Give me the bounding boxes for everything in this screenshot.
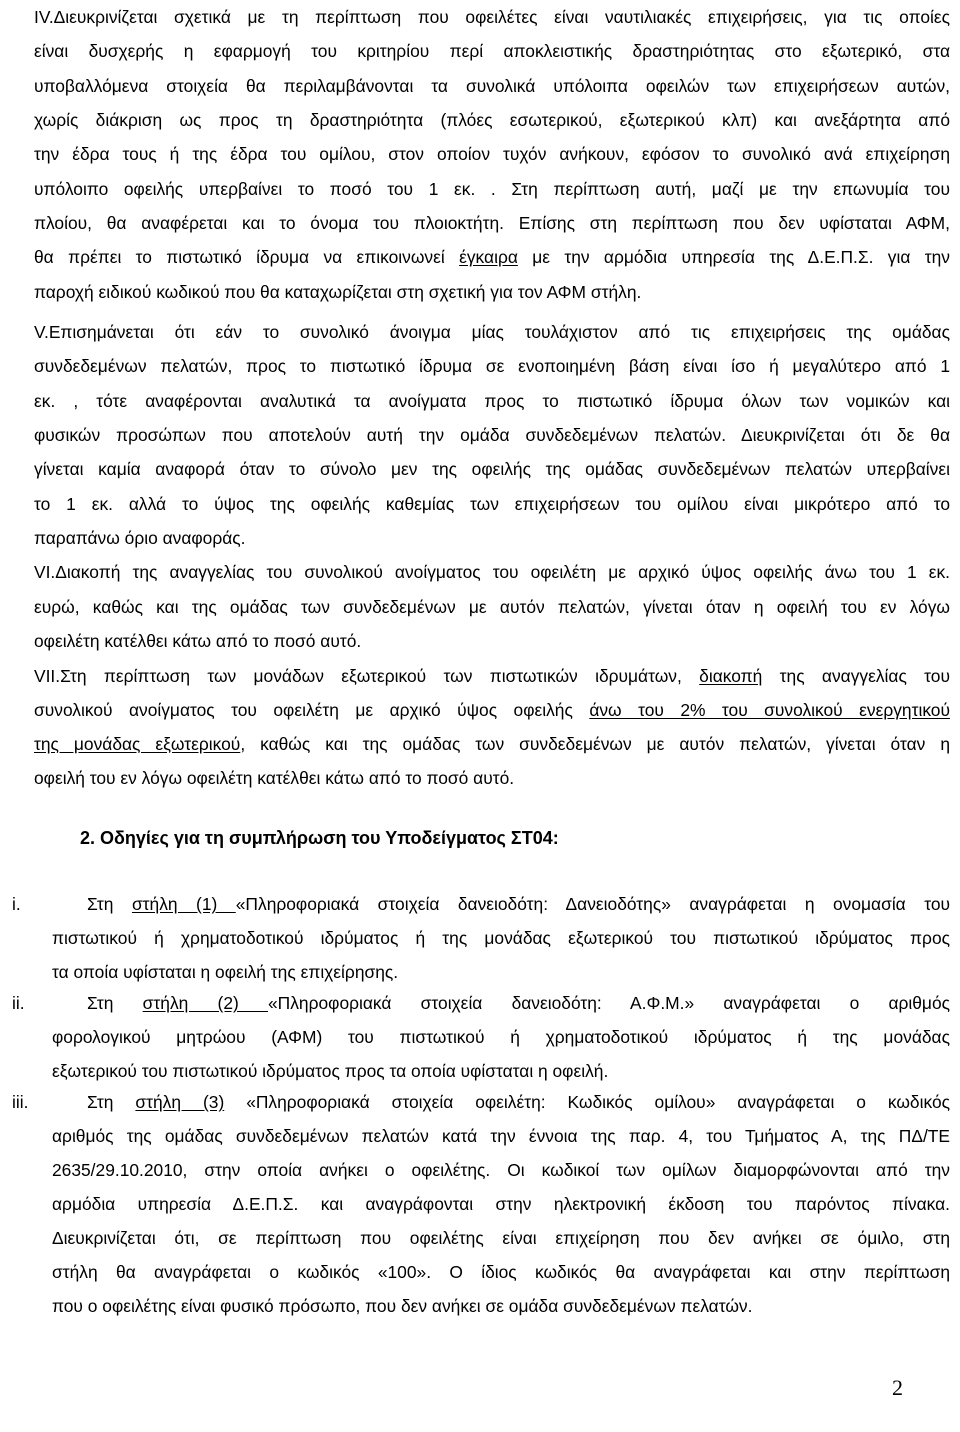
text-line: εξωτερικού του πιστωτικού ιδρύματος προς τα οποία υφίσταται η οφειλή. <box>52 1061 609 1081</box>
text-line: Διευκρινίζεται ότι, σε περίπτωση που οφειλέτης είναι επιχείρηση που δεν ανήκει σε όμιλο, στη <box>52 1228 950 1248</box>
text-line: το 1 εκ. αλλά το ύψος της οφειλής καθεμίας των επιχειρήσεων του ομίλου είναι μικρότερο από το <box>34 494 950 514</box>
text-line: VI.Διακοπή της αναγγελίας του συνολικού ανοίγματος του οφειλέτη με αρχικό ύψος οφειλής άνω του 1 εκ. <box>34 562 950 582</box>
text-line: οφειλέτη κατέλθει κάτω από το ποσό αυτό. <box>34 631 362 651</box>
text-line: στήλη θα αναγράφεται ο κωδικός «100». Ο ίδιος κωδικός θα αναγράφεται και στην περίπτωση <box>52 1262 950 1282</box>
item-marker: iii. <box>12 1092 29 1112</box>
text-line: την έδρα τους ή της έδρα του ομίλου, στον οποίον τυχόν ανήκουν, εφόσον το συνολικό ανά επιχείρηση <box>34 144 950 164</box>
item-marker: i. <box>12 894 21 914</box>
text-line: παροχή ειδικού κωδικού που θα καταχωρίζεται στη σχετική για τον ΑΦΜ στήλη. <box>34 282 642 302</box>
text-line: ευρώ, καθώς και της ομάδας των συνδεδεμένων με αυτόν πελατών, γίνεται όταν η οφειλή του εν λόγω <box>34 597 950 617</box>
underlined-text: στήλη (1) <box>131 894 236 914</box>
text-line: πλοίου, θα αναφέρεται και το όνομα του πλοιοκτήτη. Επίσης στη περίπτωση που δεν υφίσταται ΑΦΜ, <box>34 213 950 233</box>
text-line: υπόλοιπο οφειλής υπερβαίνει το ποσό του 1 εκ. . Στη περίπτωση αυτή, μαζί με την επωνυμία του <box>34 179 950 199</box>
text-line: αριθμός της ομάδας συνδεδεμένων πελατών κατά την έννοια της παρ. 4, του Τμήματος Α, της ΠΔ/ΤΕ <box>52 1126 950 1146</box>
text-span: της αναγγελίας του <box>762 666 950 686</box>
text-line: εκ. , τότε αναφέρονται αναλυτικά τα ανοίγματα προς το πιστωτικό ίδρυμα όλων των νομικών και <box>34 391 950 411</box>
text-line: υποβαλλόμενα στοιχεία θα περιλαμβάνονται τα συνολικά υπόλοιπα οφειλών των επιχειρήσεων αυτών, <box>34 76 950 96</box>
text-span: Στη <box>87 894 132 914</box>
section-heading: 2. Οδηγίες για τη συμπλήρωση του Υποδείγματος ΣΤ04: <box>80 828 559 848</box>
text-line: γίνεται καμία αναφορά όταν το σύνολο μεν της οφειλής της ομάδας συνδεδεμένων πελατών υπερβαίνει <box>34 459 950 479</box>
text-line: οφειλή του εν λόγω οφειλέτη κατέλθει κάτω από το ποσό αυτό. <box>34 768 515 788</box>
text-line <box>34 659 950 693</box>
text-line: IV.Διευκρινίζεται σχετικά με τη περίπτωση που οφειλέτες είναι ναυτιλιακές επιχειρήσεις, για τις οποίες <box>34 7 950 27</box>
text-line <box>87 1085 950 1119</box>
text-span: «Πληροφοριακά στοιχεία οφειλέτη: Κωδικός ομίλου» αναγράφεται ο κωδικός <box>224 1092 951 1112</box>
text-line <box>34 693 950 727</box>
text-line: V.Επισημάνεται ότι εάν το συνολικό άνοιγμα μίας τουλάχιστον από τις επιχειρήσεις της ομάδας <box>34 322 950 342</box>
item-marker: ii. <box>12 993 25 1013</box>
text-line: φυσικών προσώπων που αποτελούν αυτή την ομάδα συνδεδεμένων πελατών. Διευκρινίζεται ότι δε θα <box>34 425 950 445</box>
text-span: VII.Στη περίπτωση των μονάδων εξωτερικού των πιστωτικών ιδρυμάτων, <box>34 666 700 686</box>
underlined-text: διακοπή <box>699 666 763 686</box>
text-line <box>87 887 950 921</box>
text-line: χωρίς διάκριση ως προς τη δραστηριότητα (πλόες εσωτερικού, εξωτερικού κλπ) και ανεξάρτητα από <box>34 110 950 130</box>
text-line <box>34 727 950 761</box>
underlined-text: της μονάδας εξωτερικού <box>34 734 241 754</box>
text-line: φορολογικού μητρώου (ΑΦΜ) του πιστωτικού ή χρηματοδοτικού ιδρύματος ή της μονάδας <box>52 1027 950 1047</box>
underlined-text: στήλη (3) <box>135 1092 225 1112</box>
text-span: Στη <box>87 1092 136 1112</box>
text-line <box>34 240 950 274</box>
text-span: , καθώς και της ομάδας των συνδεδεμένων με αυτόν πελατών, γίνεται όταν η <box>240 734 950 754</box>
text-line <box>87 986 950 1020</box>
text-line: παραπάνω όριο αναφοράς. <box>34 528 246 548</box>
text-line: 2635/29.10.2010, στην οποία ανήκει ο οφειλέτης. Οι κωδικοί των ομίλων διαμορφώνονται από την <box>52 1160 950 1180</box>
text-span: με την αρμόδια υπηρεσία της Δ.Ε.Π.Σ. για την <box>517 247 950 267</box>
page-number: 2 <box>892 1375 903 1400</box>
text-line: που ο οφειλέτης είναι φυσικό πρόσωπο, που δεν ανήκει σε ομάδα συνδεδεμένων πελατών. <box>52 1296 753 1316</box>
text-span: «Πληροφοριακά στοιχεία δανειοδότη: Δανειοδότης» αναγράφεται η ονομασία του <box>235 894 951 914</box>
text-span: «Πληροφοριακά στοιχεία δανειοδότη: Α.Φ.Μ.» αναγράφεται ο αριθμός <box>268 993 951 1013</box>
text-line: τα οποία υφίσταται η οφειλή της επιχείρησης. <box>52 962 399 982</box>
underlined-text: έγκαιρα <box>459 247 518 267</box>
text-span: συνολικού ανοίγματος του οφειλέτη με αρχικό ύψος οφειλής <box>34 700 590 720</box>
text-span: θα πρέπει το πιστωτικό ίδρυμα να επικοινωνεί <box>34 247 460 267</box>
underlined-text: στήλη (2) <box>142 993 268 1013</box>
text-line: πιστωτικού ή χρηματοδοτικού ιδρύματος ή της μονάδας εξωτερικού του πιστωτικού ιδρύματος προς <box>52 928 950 948</box>
text-line: είναι δυσχερής η εφαρμογή του κριτηρίου περί αποκλειστικής δραστηριότητας στο εξωτερικό, στα <box>34 41 950 61</box>
text-line: αρμόδια υπηρεσία Δ.Ε.Π.Σ. και αναγράφονται στην ηλεκτρονική έκδοση του παρόντος πίνακα. <box>52 1194 950 1214</box>
text-span: Στη <box>87 993 143 1013</box>
underlined-text: άνω του 2% του συνολικού ενεργητικού <box>589 700 950 720</box>
text-line: συνδεδεμένων πελατών, προς το πιστωτικό ίδρυμα σε ενοποιημένη βάση είναι ίσο ή μεγαλύτερο από 1 <box>34 356 950 376</box>
